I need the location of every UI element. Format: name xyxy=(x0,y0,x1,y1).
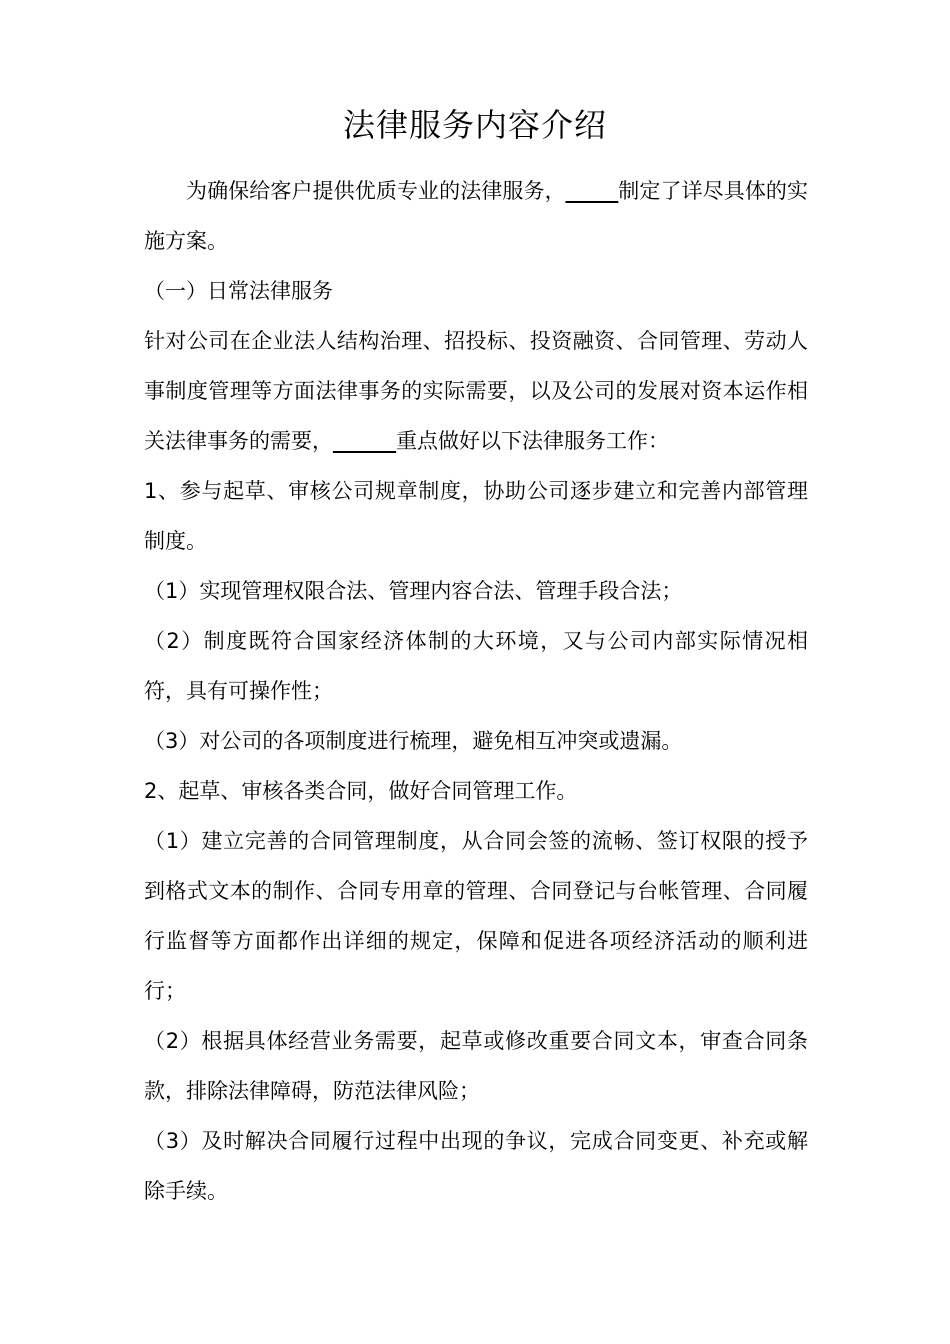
item2-sub2-paragraph: （2）根据具体经营业务需要，起草或修改重要合同文本，审查合同条款，排除法律障碍，防范法律风险； xyxy=(144,1029,808,1103)
item1-sub3-paragraph: （3）对公司的各项制度进行梳理，避免相互冲突或遗漏。 xyxy=(144,729,683,753)
intro-blank: _____ xyxy=(565,179,619,203)
intro-text-after: 制定了详尽具体的实施方案。 xyxy=(144,179,809,253)
item1-sub2-paragraph: （2）制度既符合国家经济体制的大环境，又与公司内部实际情况相符，具有可操作性； xyxy=(144,629,808,703)
item2-sub3-paragraph: （3）及时解决合同履行过程中出现的争议，完成合同变更、补充或解除手续。 xyxy=(144,1129,808,1203)
item1-sub1-paragraph: （1）实现管理权限合法、管理内容合法、管理手段合法； xyxy=(144,579,683,603)
intro-paragraph xyxy=(144,166,808,266)
intro-text-before: 为确保给客户提供优质专业的法律服务， xyxy=(186,179,566,203)
section1-text-after: 重点做好以下法律服务工作： xyxy=(396,429,669,453)
item2-sub1-paragraph: （1）建立完善的合同管理制度，从合同会签的流畅、签订权限的授予到格式文本的制作、合同专用章的管理、合同登记与台帐管理、合同履行监督等方面都作出详细的规定，保障和促进各项经济活动的顺利进行； xyxy=(144,829,808,1003)
document-title: 法律服务内容介绍 xyxy=(342,106,607,144)
item2-paragraph: 2、起草、审核各类合同，做好合同管理工作。 xyxy=(144,779,578,803)
section1-heading: （一）日常法律服务 xyxy=(144,279,333,303)
section1-blank: ______ xyxy=(333,429,396,453)
section1-paragraph xyxy=(144,316,808,466)
section1-text-before: 针对公司在企业法人结构治理、招投标、投资融资、合同管理、劳动人事制度管理等方面法律事务的实际需要，以及公司的发展对资本运作相关法律事务的需要， xyxy=(144,329,808,453)
item1-paragraph: 1、参与起草、审核公司规章制度，协助公司逐步建立和完善内部管理制度。 xyxy=(144,479,808,553)
document-body xyxy=(144,166,808,1216)
